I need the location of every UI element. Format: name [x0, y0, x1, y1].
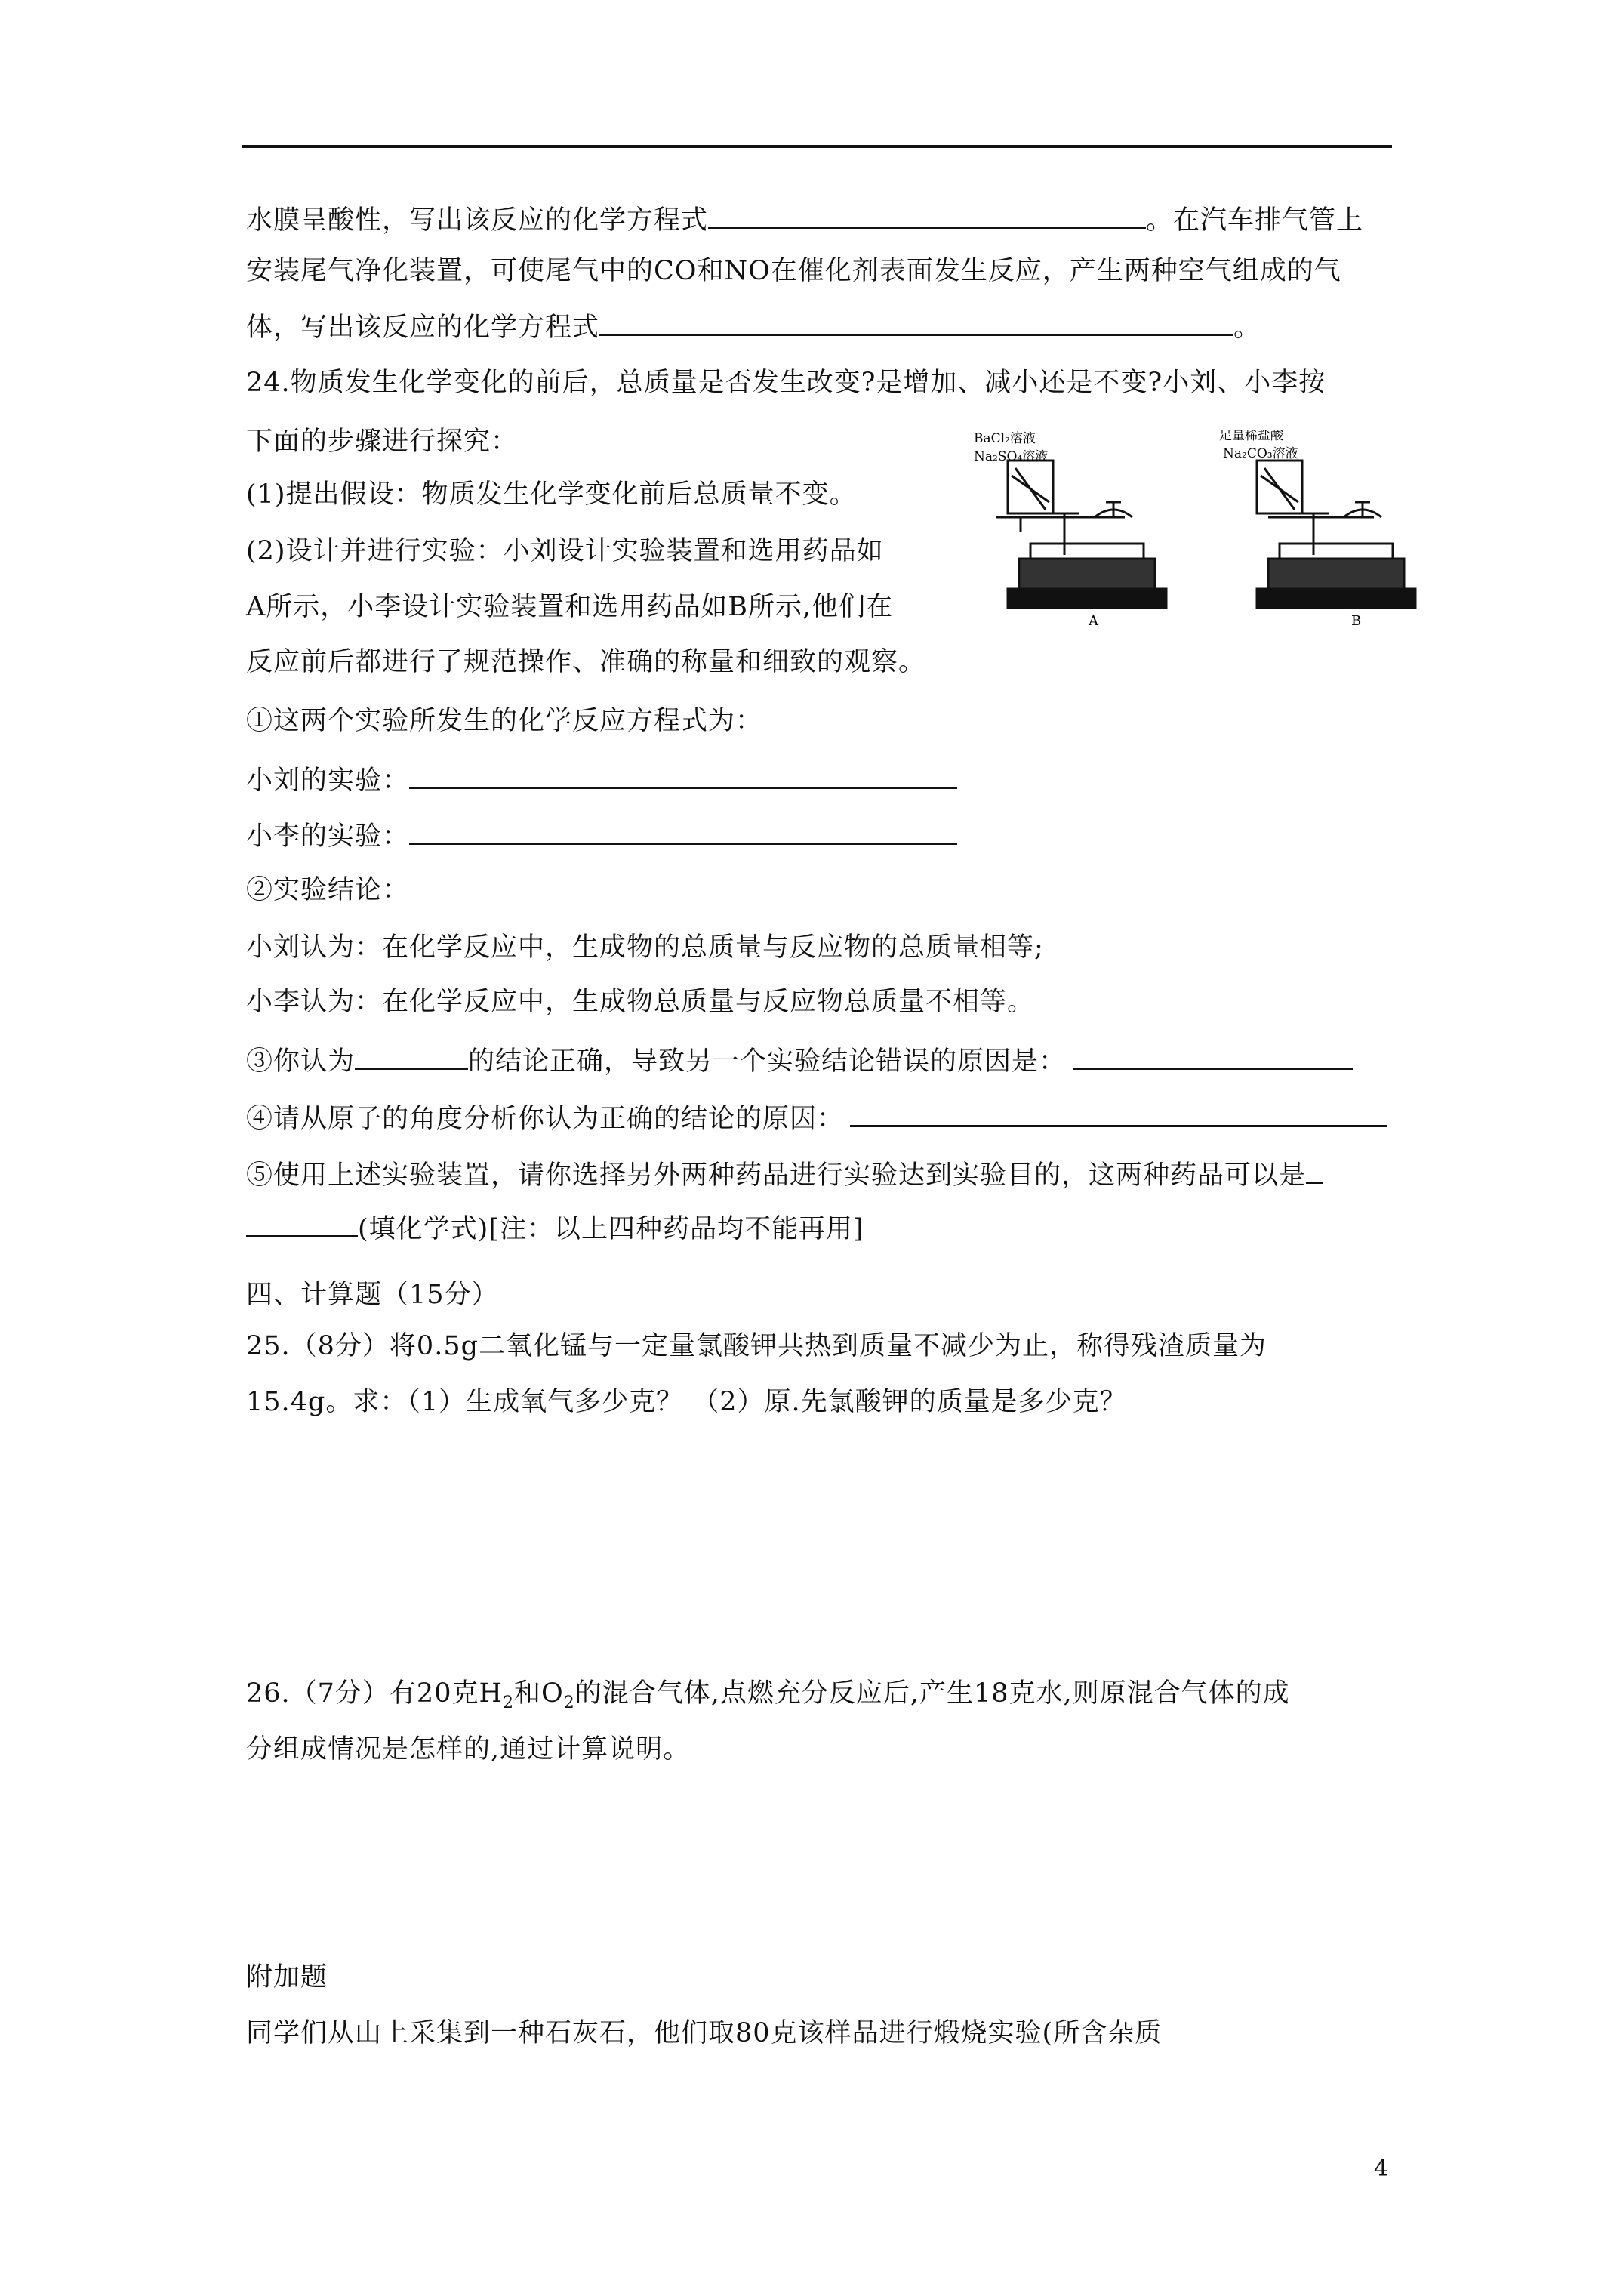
figure-label-a1: BaCl₂溶液: [974, 431, 1036, 446]
line-text: 小李认为：在化学反应中，生成物总质量与反应物总质量不相等。: [246, 987, 1035, 1017]
line-text: ①这两个实验所发生的化学反应方程式为：: [246, 706, 763, 736]
text-line: [246, 702, 762, 740]
text-line: [246, 2014, 1162, 2052]
text-line: [246, 1096, 1387, 1138]
text-line: [246, 643, 925, 681]
header-rule: [242, 145, 1392, 148]
line-text: 小刘的实验：: [246, 766, 410, 796]
text-line: [246, 476, 857, 513]
figure-label-b2: Na₂CO₃溶液: [1223, 446, 1298, 461]
answer-blank[interactable]: [708, 198, 1146, 229]
line-text: 小刘认为：在化学反应中，生成物的总质量与反应物的总质量相等;: [246, 932, 1044, 963]
line-text: (1)提出假设：物质发生化学变化前后总质量不变。: [246, 479, 857, 510]
question-24: [246, 364, 1326, 402]
answer-blank[interactable]: [599, 305, 1233, 336]
text-line: [246, 1207, 864, 1248]
subscript: 2: [503, 1693, 514, 1712]
line-text: 。在汽车排气管上: [1146, 205, 1364, 236]
line-text: 和O: [514, 1678, 564, 1709]
line-text: ②实验结论：: [246, 875, 410, 905]
text-line: [246, 588, 893, 626]
figure-caption-b: B: [1351, 613, 1362, 627]
line-text: ④请从原子的角度分析你认为正确的结论的原因：: [246, 1104, 845, 1134]
subscript: 2: [563, 1693, 575, 1712]
line-text: 分组成情况是怎样的,通过计算说明。: [246, 1734, 691, 1764]
answer-blank[interactable]: [1306, 1153, 1323, 1184]
figure-label-a2: Na₂SO₄溶液: [974, 449, 1049, 464]
text-line: [246, 1383, 1127, 1421]
question-25: [246, 1327, 1267, 1365]
text-line: [246, 1153, 1323, 1194]
line-text: 四、计算题（15分）: [246, 1280, 499, 1310]
text-line: [246, 1730, 690, 1768]
line-text: 的混合气体,点燃充分反应后,产生18克水,则原混合气体的成: [574, 1678, 1290, 1709]
question-26: [246, 1675, 1290, 1712]
line-text: 水膜呈酸性，写出该反应的化学方程式: [246, 205, 709, 236]
text-line: [246, 532, 884, 570]
section-heading: [246, 1959, 328, 1996]
line-text: (2)设计并进行实验：小刘设计实验装置和选用药品如: [246, 536, 884, 566]
line-text: 24.物质发生化学变化的前后，总质量是否发生改变?是增加、减小还是不变?小刘、小李按: [246, 368, 1326, 398]
text-line: [246, 1039, 1353, 1080]
line-text: 同学们从山上采集到一种石灰石，他们取80克该样品进行煅烧实验(所含杂质: [246, 2018, 1163, 2048]
answer-blank[interactable]: [355, 1039, 468, 1070]
text-line: [246, 871, 409, 909]
text-line: [246, 252, 1341, 290]
text-line: [246, 198, 1363, 239]
figure-caption-a: A: [1089, 613, 1098, 627]
line-text: ⑤使用上述实验装置，请你选择另外两种药品进行实验达到实验目的，这两种药品可以是: [246, 1160, 1307, 1191]
line-text: 的结论正确，导致另一个实验结论错误的原因是：: [468, 1046, 1067, 1077]
line-text: 26.（7分）有20克H: [246, 1678, 503, 1709]
line-text: 小李的实验：: [246, 821, 410, 852]
text-line: [246, 423, 518, 461]
line-text: 25.（8分）将0.5g二氧化锰与一定量氯酸钾共热到质量不减少为止，称得残渣质量为: [246, 1331, 1267, 1361]
line-text: 15.4g。求：（1）生成氧气多少克？ （2）原.先氯酸钾的质量是多少克？: [246, 1387, 1127, 1417]
answer-blank[interactable]: [850, 1096, 1387, 1127]
text-line: [246, 305, 1261, 347]
answer-blank[interactable]: [409, 758, 957, 789]
text-line: [246, 814, 957, 855]
answer-blank[interactable]: [409, 814, 957, 845]
answer-blank[interactable]: [246, 1207, 358, 1237]
answer-blank[interactable]: [1073, 1039, 1353, 1070]
figure-label-b1: 足量稀盐酸: [1219, 430, 1283, 443]
text-line: [246, 983, 1034, 1021]
section-heading: [246, 1276, 499, 1314]
line-text: 下面的步骤进行探究：: [246, 427, 519, 457]
line-text: ③你认为: [246, 1046, 356, 1077]
line-text: (填化学式)[注：以上四种药品均不能再用]: [358, 1214, 864, 1244]
line-text: 。: [1233, 313, 1261, 343]
page-number: 4: [1374, 2156, 1389, 2182]
text-line: [246, 758, 957, 800]
text-line: [246, 929, 1044, 966]
balance-diagram: [974, 430, 1442, 627]
experiment-figure: [974, 430, 1442, 627]
line-text: 安装尾气净化装置，可使尾气中的CO和NO在催化剂表面发生反应，产生两种空气组成的气: [246, 256, 1341, 286]
line-text: 体，写出该反应的化学方程式: [246, 313, 600, 343]
line-text: 附加题: [246, 1962, 328, 1992]
line-text: A所示，小李设计实验装置和选用药品如B所示,他们在: [246, 592, 894, 622]
line-text: 反应前后都进行了规范操作、准确的称量和细致的观察。: [246, 647, 926, 677]
